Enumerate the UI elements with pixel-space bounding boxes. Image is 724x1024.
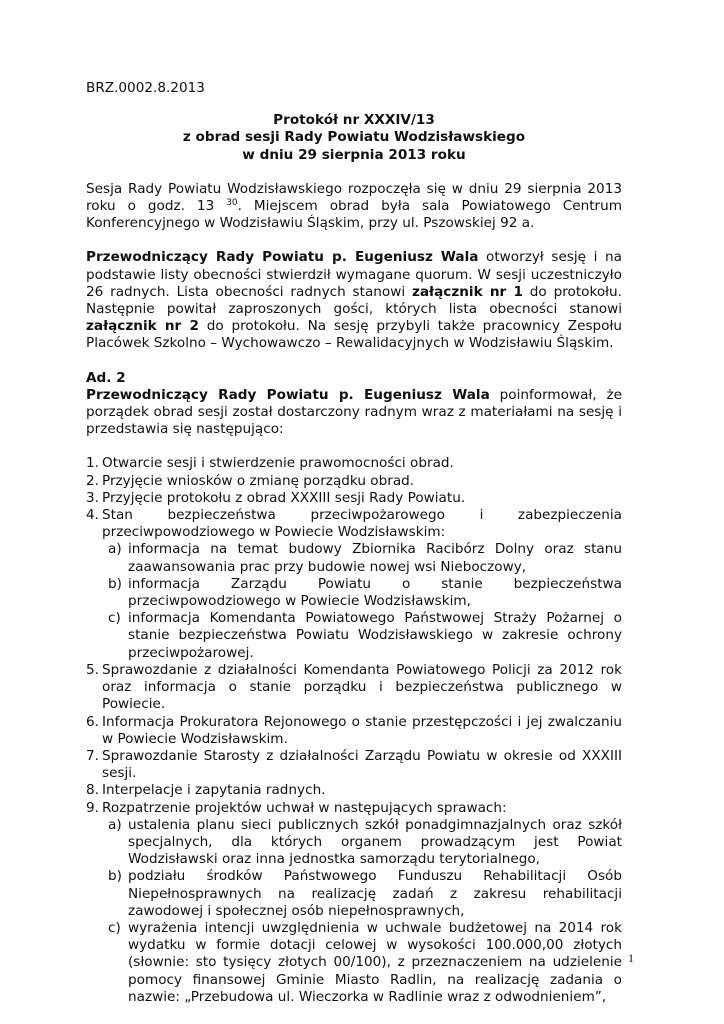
opening-paragraph bbox=[86, 181, 622, 233]
agenda-item-text: Stan bezpieczeństwa przeciwpożarowego i zabezpieczenia przeciwpowodziowego w Powiecie Wodzisławskim: bbox=[102, 507, 622, 541]
agenda-item-number: 3. bbox=[86, 489, 99, 506]
agenda-subitem bbox=[102, 576, 622, 610]
paragraph-text: Sesja Rady Powiatu Wodzisławskiego rozpoczęła się w dniu 29 sierpnia 2013 roku o godz. 13 bbox=[86, 180, 622, 215]
agenda-item bbox=[86, 800, 622, 1006]
paragraph-text: do protokołu. Na sesję przybyli także pracownicy Zespołu Placówek Szkolno – Wychowawczo – Rewalidacyjnych w Wodzisławiu Śląskim. bbox=[86, 318, 622, 352]
agenda-list bbox=[86, 455, 622, 1006]
agenda-intro-paragraph bbox=[86, 387, 622, 439]
title-line: Protokół nr XXXIV/13 bbox=[273, 112, 435, 129]
chairman-name: Przewodniczący Rady Powiatu p. Eugeniusz Wala bbox=[86, 386, 490, 403]
agenda-subitem-text: informacja Zarządu Powiatu o stanie bezpieczeństwa przeciwpowodziowego w Powiecie Wodzisławskim, bbox=[128, 575, 622, 610]
agenda-item bbox=[86, 748, 622, 782]
document-title bbox=[86, 112, 622, 164]
agenda-item-number: 6. bbox=[86, 713, 99, 730]
attachment-reference: załącznik nr 2 bbox=[86, 318, 199, 335]
agenda-item-text: Otwarcie sesji i stwierdzenie prawomocności obrad. bbox=[102, 455, 454, 472]
agenda-subitem bbox=[102, 920, 622, 1006]
agenda-item bbox=[86, 473, 622, 490]
agenda-item-number: 8. bbox=[86, 782, 99, 799]
attachment-reference: załącznik nr 1 bbox=[411, 283, 523, 300]
agenda-subitem-text: informacja na temat budowy Zbiornika Racibórz Dolny oraz stanu zaawansowania prac przy budowie nowej wsi Nieboczowy, bbox=[128, 541, 622, 575]
agenda-subitem-letter: c) bbox=[108, 610, 121, 627]
agenda-subitem-letter: b) bbox=[108, 868, 122, 885]
agenda-item-text: Przyjęcie protokołu z obrad XXXIII sesji Rady Powiatu. bbox=[102, 489, 466, 506]
agenda-item-text: Interpelacje i zapytania radnych. bbox=[102, 782, 326, 799]
attendance-paragraph bbox=[86, 249, 622, 352]
agenda-item-text: Rozpatrzenie projektów uchwał w następujących sprawach: bbox=[102, 799, 507, 816]
agenda-subitem-text: podziału środków Państwowego Funduszu Rehabilitacji Osób Niepełnosprawnych na realizację zadań z zakresu rehabilitacji zawodowej i społecznej osób niepełnosprawnych, bbox=[128, 868, 622, 919]
title-line: z obrad sesji Rady Powiatu Wodzisławskiego bbox=[182, 129, 526, 146]
document-page bbox=[86, 80, 622, 1006]
agenda-subitem bbox=[102, 541, 622, 575]
document-reference: BRZ.0002.8.2013 bbox=[86, 80, 205, 96]
agenda-item-text: Sprawozdanie Starosty z działalności Zarządu Powiatu w okresie od XXXIII sesji. bbox=[102, 747, 622, 782]
agenda-item-number: 5. bbox=[86, 661, 99, 678]
paragraph-text: otworzył sesję i na podstawie listy obecności stwierdził wymagane quorum. W sesji uczestniczyło 26 radnych. Lista obecności radnych stanowi bbox=[86, 249, 622, 300]
agenda-item bbox=[86, 782, 622, 799]
paragraph-text: . Miejscem obrad była sala Powiatowego Centrum Konferencyjnego w Wodzisławiu Śląskim, przy ul. Pszowskiej 92 a. bbox=[86, 198, 623, 232]
agenda-subitem-text: wyrażenia intencji uwzględnienia w uchwale budżetowej na 2014 rok wydatku w formie dotacji celowej w wysokości 100.000,00 złotych (słownie: sto tysięcy złotych 00/100), z przeznaczeniem na udzielenie pomocy finansowej Gminie Miasto Radlin, na realizację zadania o nazwie: „Przebudowa ul. Wieczorka w Radlinie wraz z odwodnieniem”, bbox=[128, 919, 622, 1005]
agenda-item bbox=[86, 455, 622, 472]
agenda-item bbox=[86, 490, 622, 507]
agenda-item-text: Informacja Prokuratora Rejonowego o stanie przestępczości i jej zwalczaniu w Powiecie Wodzisławskim. bbox=[102, 713, 622, 747]
agenda-item bbox=[86, 507, 622, 662]
paragraph-text: poinformował, że porządek obrad sesji został dostarczony radnym wraz z materiałami na sesję i przedstawia się następująco: bbox=[86, 386, 622, 438]
agenda-item-number: 1. bbox=[86, 455, 99, 472]
agenda-item-number: 2. bbox=[86, 472, 99, 489]
agenda-item bbox=[86, 714, 622, 748]
agenda-subitem-letter: a) bbox=[108, 816, 122, 833]
page-number: 1 bbox=[628, 951, 634, 965]
agenda-item bbox=[86, 662, 622, 714]
agenda-item-text: Przyjęcie wniosków o zmianę porządku obrad. bbox=[102, 472, 415, 489]
agenda-subitem-letter: b) bbox=[108, 575, 122, 592]
agenda-sublist bbox=[102, 817, 622, 1006]
agenda-subitem-text: informacja Komendanta Powiatowego Państwowej Straży Pożarnej o stanie bezpieczeństwa Powiatu Wodzisławskiego w zakresie ochrony przeciwpożarowej. bbox=[128, 610, 622, 661]
agenda-item-number: 7. bbox=[86, 747, 99, 764]
section-heading: Ad. 2 bbox=[86, 369, 126, 386]
agenda-item-text: Sprawozdanie z działalności Komendanta Powiatowego Policji za 2012 rok oraz informacja o stanie porządku i bezpieczeństwa publicznego w Powiecie. bbox=[102, 661, 622, 713]
agenda-subitem-text: ustalenia planu sieci publicznych szkół ponadgimnazjalnych oraz szkół specjalnych, dla których organem prowadzącym jest Powiat Wodzisławski oraz inna jednostka samorządu terytorialnego, bbox=[128, 816, 622, 868]
agenda-subitem bbox=[102, 868, 622, 920]
agenda-item-number: 9. bbox=[86, 799, 99, 816]
agenda-subitem bbox=[102, 610, 622, 662]
agenda-sublist bbox=[102, 541, 622, 661]
agenda-subitem-letter: a) bbox=[108, 541, 122, 558]
agenda-subitem bbox=[102, 817, 622, 869]
agenda-subitem-letter: c) bbox=[108, 919, 121, 936]
chairman-name: Przewodniczący Rady Powiatu p. Eugeniusz Wala bbox=[86, 249, 479, 266]
agenda-item-number: 4. bbox=[86, 507, 99, 524]
paragraph-text: do protokołu. Następnie powitał zaproszonych gości, których lista obecności stanowi bbox=[86, 283, 622, 318]
time-minutes-superscript: 30 bbox=[226, 198, 238, 209]
title-line: w dniu 29 sierpnia 2013 roku bbox=[242, 146, 466, 163]
